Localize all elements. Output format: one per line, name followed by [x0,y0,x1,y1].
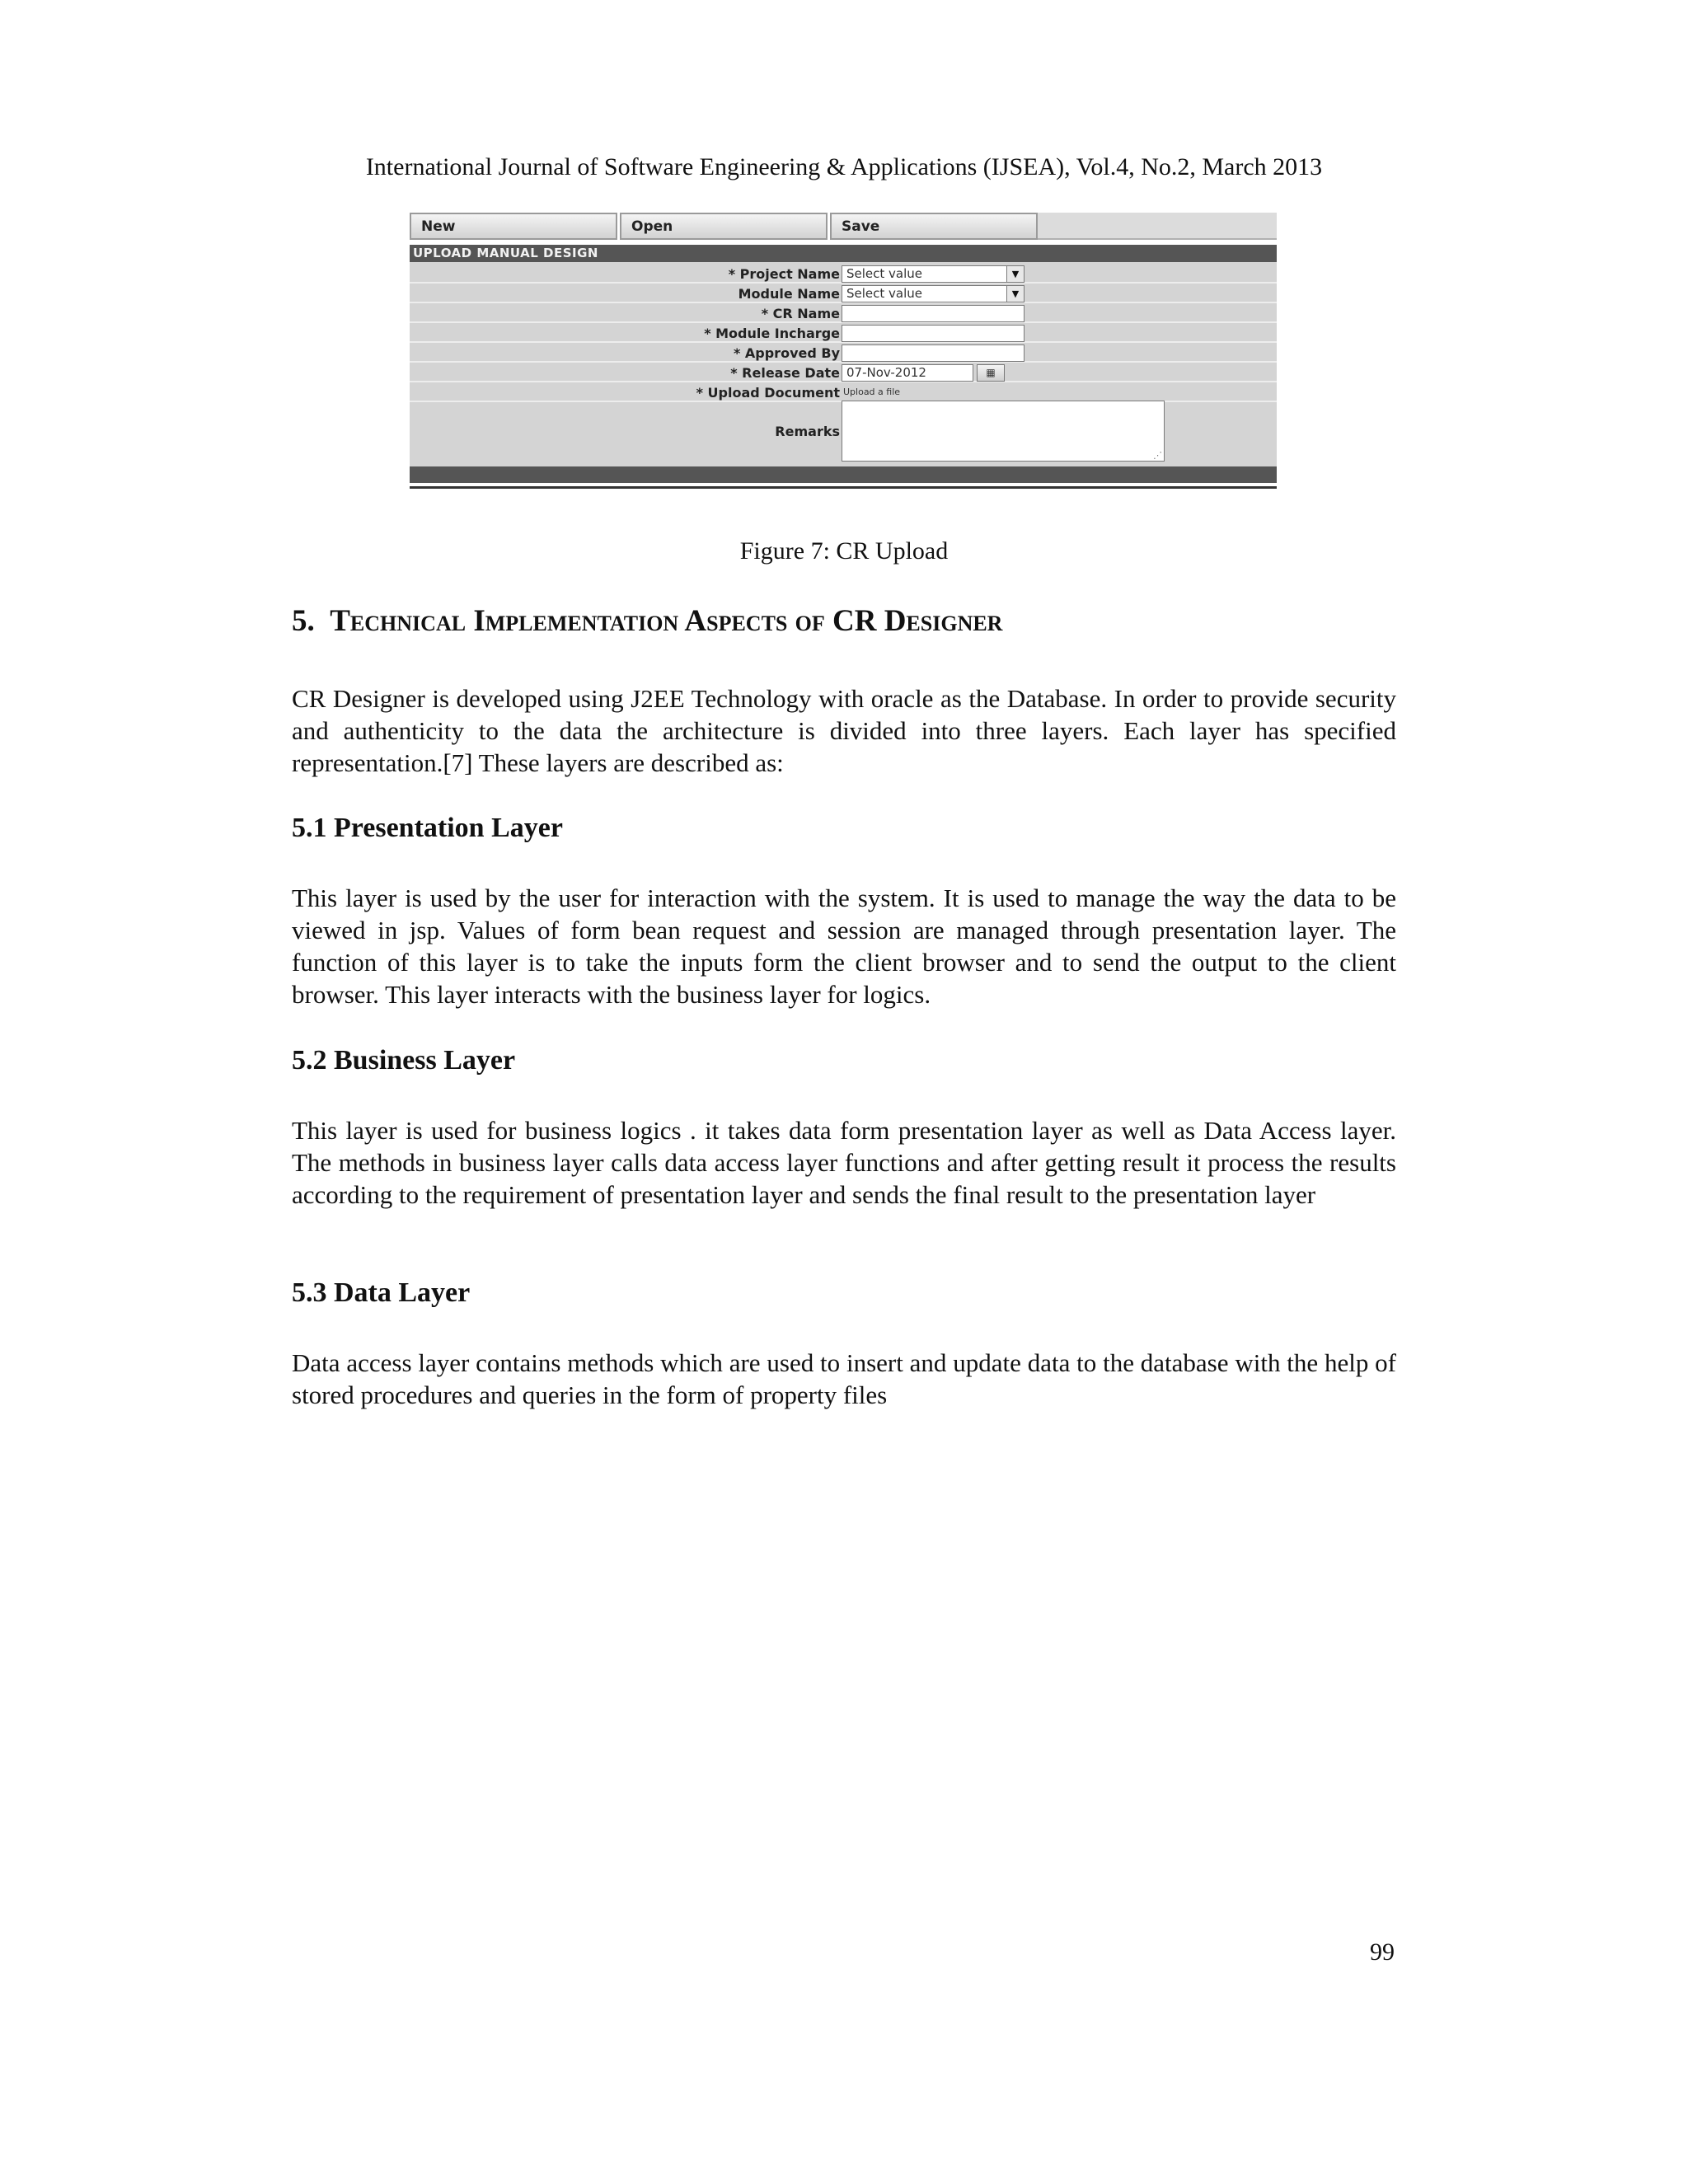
remarks-textarea[interactable] [842,401,1165,462]
project-name-select[interactable] [842,265,1025,283]
module-incharge-label: * Module Incharge [704,326,840,341]
project-name-row [410,265,1277,284]
toolbar [410,213,1277,243]
save-button[interactable]: Save [830,213,1038,240]
section-number: 5. [292,604,315,638]
running-header: International Journal of Software Engineering & Applications (IJSEA), Vol.4, No.2, March 2013 [365,153,1323,180]
module-incharge-input[interactable] [842,325,1025,342]
new-button[interactable]: New [410,213,617,240]
module-name-select[interactable] [842,285,1025,302]
business-layer-paragraph: This layer is used for business logics . it takes data form presentation layer as well as Data Access layer. The methods in business layer calls data access layer functions and after getting result it process the results according to the requirement of presentation layer and sends the final result to the presentation layer [292,1116,1396,1209]
cr-name-row [410,305,1277,323]
resize-grip-icon[interactable]: ⋰ [1153,450,1162,461]
toolbar-filler [1038,213,1277,240]
approved-by-label: * Approved By [733,345,840,361]
cr-upload-figure [410,213,1277,490]
approved-by-input[interactable] [842,344,1025,362]
form-title: UPLOAD MANUAL DESIGN [410,245,1277,262]
section-heading [292,603,1002,639]
data-layer-paragraph: Data access layer contains methods which are used to insert and update data to the database with the help of stored procedures and queries in the form of property files [292,1348,1396,1409]
module-name-row [410,285,1277,303]
intro-paragraph: CR Designer is developed using J2EE Technology with oracle as the Database. In order to provide security and authenticity to the data the architecture is divided into three layers. Each layer has specified representation.[7] These layers are described as: [292,684,1396,777]
form-footer-bar [410,466,1277,483]
module-name-value: Select value [846,286,923,301]
section-title-word: Implementation [473,604,685,638]
project-name-label: * Project Name [728,266,840,282]
section-title-word: Aspects of [684,604,832,638]
module-incharge-row [410,325,1277,343]
release-date-input[interactable]: 07-Nov-2012 [842,364,973,382]
cr-name-input[interactable] [842,305,1025,322]
open-button[interactable]: Open [620,213,828,240]
cr-name-label: * CR Name [761,306,840,321]
presentation-layer-paragraph: This layer is used by the user for interaction with the system. It is used to manage the way the data to be viewed in jsp. Values of form bean request and session are managed through presentation layer. The function of this layer is to take the inputs form the client browser and to send the output to the client browser. This layer interacts with the business layer for logics. [292,883,1396,1009]
chevron-down-icon[interactable]: ▼ [1006,266,1024,282]
upload-file-link[interactable]: Upload a file [843,387,901,397]
section-title-space [876,604,884,638]
page-number: 99 [1370,1938,1395,1966]
section-title-word: Technical [330,604,474,638]
section-title-word: Designer [884,604,1003,638]
calendar-icon[interactable]: ▦ [977,364,1005,382]
release-date-row [410,364,1277,382]
upload-document-label: * Upload Document [696,385,840,401]
project-name-value: Select value [846,266,923,281]
approved-by-row [410,344,1277,363]
form-bottom-rule [410,486,1277,489]
section-title-word: CR [832,604,877,638]
chevron-down-icon[interactable]: ▼ [1006,286,1024,302]
subsection-heading-data: 5.3 Data Layer [292,1277,471,1308]
module-name-label: Module Name [738,286,840,302]
remarks-label: Remarks [775,424,840,439]
subsection-heading-presentation: 5.1 Presentation Layer [292,813,563,843]
figure-caption: Figure 7: CR Upload [739,537,949,565]
upload-document-row [410,384,1277,402]
subsection-heading-business: 5.2 Business Layer [292,1045,516,1076]
release-date-label: * Release Date [730,365,840,381]
